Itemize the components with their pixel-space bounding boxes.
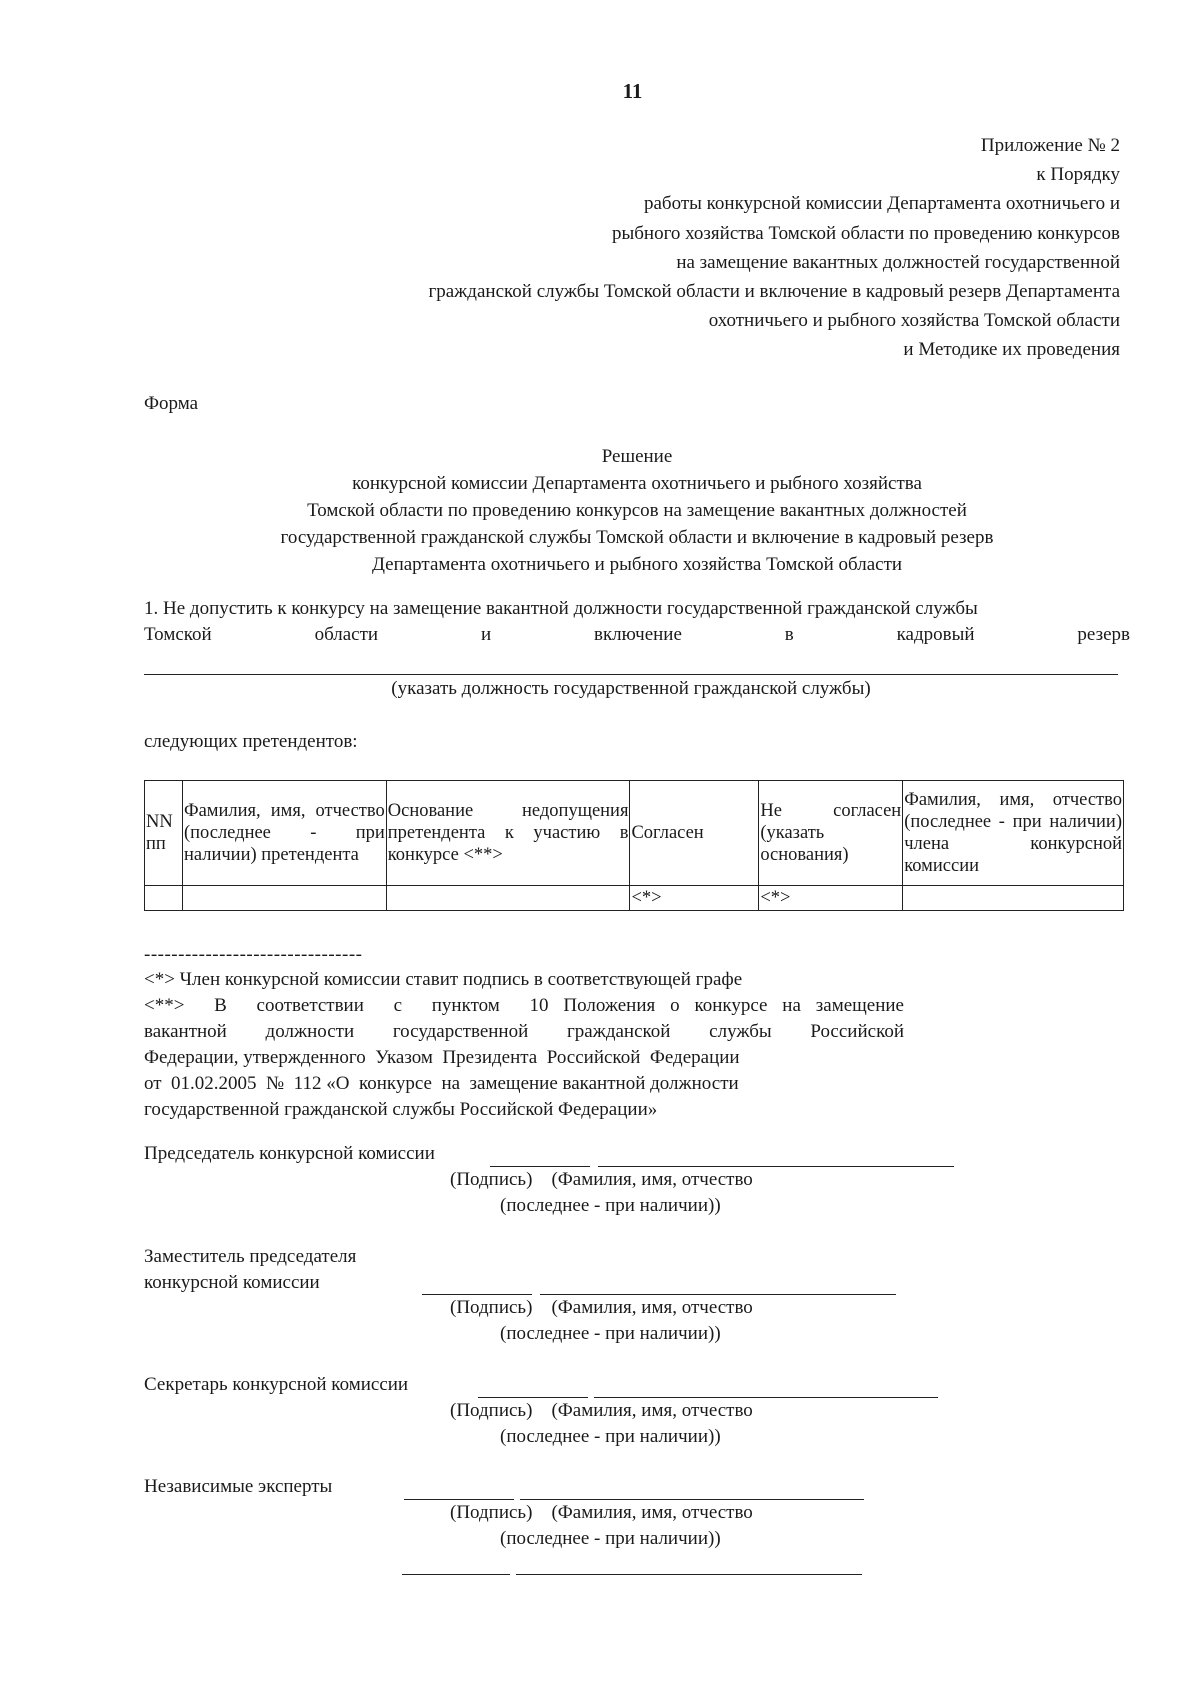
- word: кадровый: [896, 624, 975, 645]
- title-line: конкурсной комиссии Департамента охотничьего и рыбного хозяйства: [352, 473, 922, 494]
- paragraph-1-line-1: 1. Не допустить к конкурсу на замещение вакантной должности государственной гражданской службы: [144, 598, 978, 619]
- experts-caption: [450, 1500, 753, 1526]
- signature-caption: (Подпись): [450, 1169, 533, 1190]
- header-cell-disagree: Не согласен (указать основания): [759, 781, 903, 886]
- table-cell: [182, 886, 386, 911]
- appendix-line: на замещение вакантных должностей государственной: [676, 251, 1120, 273]
- decision-title: [144, 443, 1130, 578]
- signature-caption: (Подпись): [450, 1400, 533, 1421]
- expert-signature-line-2[interactable]: [402, 1574, 510, 1575]
- signature-caption: (Подпись): [450, 1502, 533, 1523]
- header-cell-member-name: Фамилия, имя, отчество (последнее - при наличии) члена конкурсной комиссии: [903, 781, 1124, 886]
- signature-caption: (Подпись): [450, 1297, 533, 1318]
- footnote-2-line: <**> В соответствии с пунктом 10 Положения о конкурсе на замещение: [144, 995, 904, 1016]
- position-hint: (указать должность государственной гражданской службы): [391, 678, 871, 699]
- word: Томской: [144, 624, 212, 645]
- following-candidates-label: следующих претендентов:: [144, 731, 358, 752]
- deputy-caption: [450, 1295, 753, 1321]
- secretary-label: Секретарь конкурсной комиссии: [144, 1374, 409, 1395]
- footnote-2-line: от 01.02.2005 № 112 «О конкурсе на замещение вакантной должности: [144, 1073, 739, 1094]
- appendix-header: [220, 131, 1120, 365]
- footnote-2-line: вакантной должности государственной гражданской службы Российской: [144, 1021, 904, 1042]
- appendix-line: и Методике их проведения: [903, 339, 1120, 361]
- word: включение: [593, 624, 682, 645]
- appendix-line: гражданской службы Томской области и включение в кадровый резерв Департамента: [428, 281, 1120, 303]
- table-row: [145, 886, 1124, 911]
- appendix-line: к Порядку: [1036, 164, 1120, 186]
- footnote-2-line: государственной гражданской службы Российской Федерации»: [144, 1099, 658, 1120]
- word: в: [784, 624, 794, 645]
- word: и: [480, 624, 492, 645]
- name-caption-2: (последнее - при наличии)): [500, 1195, 721, 1216]
- paragraph-1-line-2: [144, 622, 1130, 648]
- title-line: Решение: [601, 446, 673, 467]
- position-blank-line: [144, 674, 1118, 675]
- name-caption-2: (последнее - при наличии)): [500, 1426, 721, 1447]
- title-line: Томской области по проведению конкурсов на замещение вакантных должностей: [307, 500, 967, 521]
- candidates-table: [144, 780, 1124, 911]
- paragraph-1: [144, 596, 1130, 648]
- header-cell-agree: Согласен: [630, 781, 759, 886]
- expert-name-line-2[interactable]: [516, 1574, 862, 1575]
- chairman-label: Председатель конкурсной комиссии: [144, 1143, 435, 1164]
- deputy-label-line-2: конкурсной комиссии: [144, 1272, 320, 1293]
- deputy-label-line-1: Заместитель председателя: [144, 1246, 357, 1267]
- name-caption: (Фамилия, имя, отчество: [551, 1297, 753, 1318]
- word: области: [314, 624, 379, 645]
- title-line: Департамента охотничьего и рыбного хозяйства Томской области: [371, 554, 903, 575]
- title-line: государственной гражданской службы Томской области и включение в кадровый резерв: [280, 527, 994, 548]
- form-label: Форма: [144, 393, 199, 414]
- appendix-line: работы конкурсной комиссии Департамента охотничьего и: [643, 193, 1120, 215]
- table-cell: <*>: [759, 886, 903, 911]
- table-cell: [145, 886, 183, 911]
- chairman-caption: [450, 1167, 753, 1193]
- footnote-1: <*> Член конкурсной комиссии ставит подпись в соответствующей графе: [144, 969, 743, 990]
- table-cell: <*>: [630, 886, 759, 911]
- header-cell-candidate-name: Фамилия, имя, отчество (последнее - при наличии) претендента: [182, 781, 386, 886]
- appendix-line: рыбного хозяйства Томской области по проведению конкурсов: [611, 222, 1120, 244]
- table-header-row: [145, 781, 1124, 886]
- footnotes: [144, 967, 904, 1123]
- header-cell-reason: Основание недопущения претендента к участию в конкурсе <**>: [386, 781, 630, 886]
- table-cell: [903, 886, 1124, 911]
- appendix-line: охотничьего и рыбного хозяйства Томской области: [708, 310, 1120, 332]
- name-caption: (Фамилия, имя, отчество: [551, 1502, 753, 1523]
- name-caption: (Фамилия, имя, отчество: [551, 1400, 753, 1421]
- name-caption: (Фамилия, имя, отчество: [551, 1169, 753, 1190]
- word: резерв: [1077, 624, 1130, 645]
- name-caption-2: (последнее - при наличии)): [500, 1528, 721, 1549]
- name-caption-2: (последнее - при наличии)): [500, 1323, 721, 1344]
- experts-label: Независимые эксперты: [144, 1476, 333, 1497]
- header-cell-number: NN пп: [145, 781, 183, 886]
- footnote-separator: --------------------------------: [144, 944, 363, 965]
- secretary-caption: [450, 1398, 753, 1424]
- appendix-line: Приложение № 2: [980, 135, 1120, 156]
- table-cell: [386, 886, 630, 911]
- footnote-2-line: Федерации, утвержденного Указом Президента Российской Федерации: [144, 1047, 740, 1068]
- page-number: 11: [622, 79, 643, 103]
